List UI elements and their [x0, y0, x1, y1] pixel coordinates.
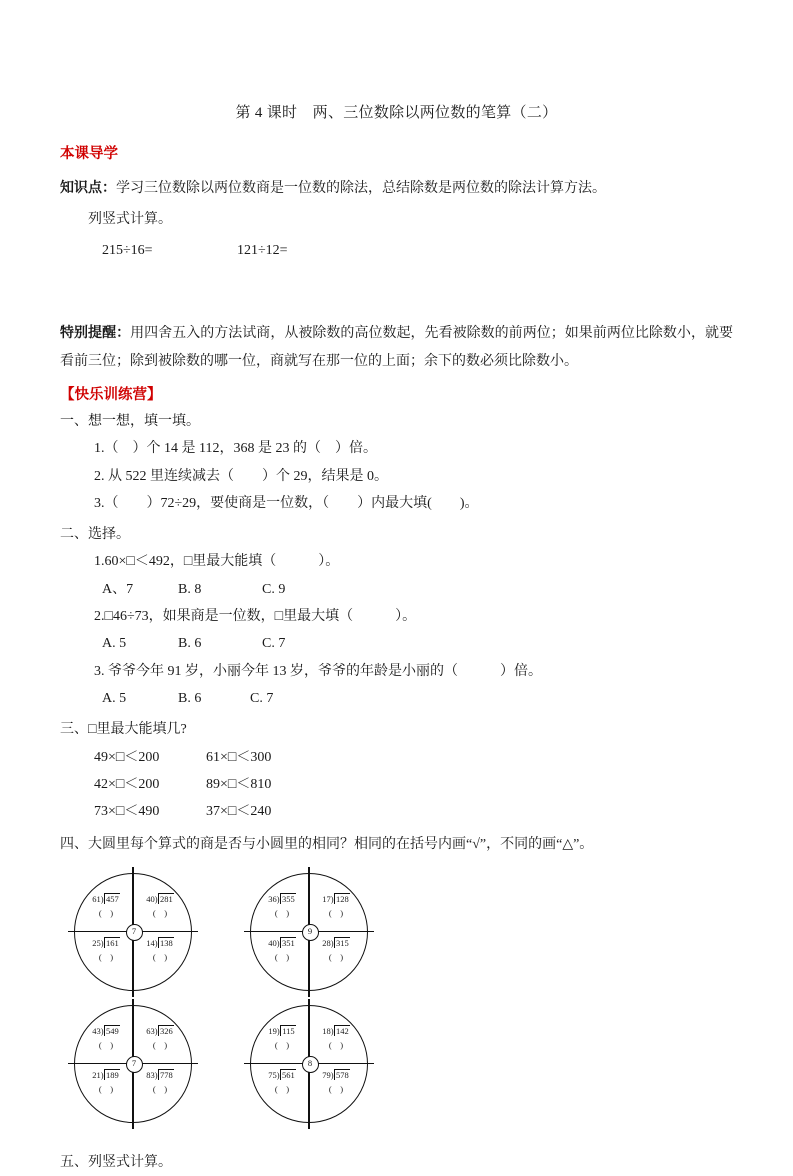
answer-blank[interactable]: ( )	[98, 952, 114, 963]
dividend: 578	[336, 1069, 349, 1080]
guide-instruction: 列竖式计算。	[88, 211, 172, 227]
knowledge-point-text: 学习三位数除以两位数商是一位数的除法，总结除数是两位数的除法计算方法。	[116, 180, 606, 196]
option-a[interactable]: A、7	[102, 581, 134, 597]
option-c[interactable]: C. 9	[262, 581, 286, 597]
quadrant-top-left	[257, 895, 307, 919]
option-a[interactable]: A. 5	[102, 690, 127, 706]
circle-center-value: 8	[302, 1056, 319, 1073]
dividend: 142	[336, 1025, 349, 1036]
section-2-question-1-options	[60, 576, 733, 603]
formula-right: 61×□＜300	[206, 749, 272, 765]
divisor: 17	[322, 893, 331, 904]
circle-diagram-3	[74, 1005, 192, 1123]
division-expression: 18) 142	[322, 1025, 349, 1036]
dividend: 189	[106, 1069, 119, 1080]
section-4-heading: 四、大圆里每个算式的商是否与小圆里的相同？相同的在括号内画“√”，不同的画“△”。	[60, 837, 594, 853]
quadrant-bottom-right	[135, 939, 185, 963]
answer-blank[interactable]: ( )	[152, 952, 168, 963]
divisor: 14	[146, 937, 155, 948]
divisor: 83	[146, 1069, 155, 1080]
divisor: 75	[268, 1069, 277, 1080]
divisor: 40	[146, 893, 155, 904]
quadrant-top-right	[135, 1027, 185, 1051]
section-2-question-3-options	[60, 685, 733, 712]
division-expression: 63) 326	[146, 1025, 173, 1036]
quadrant-top-right	[135, 895, 185, 919]
answer-blank[interactable]: ( )	[274, 908, 290, 919]
division-expression: 40) 281	[146, 893, 173, 904]
quadrant-bottom-left	[257, 1071, 307, 1095]
circle-row	[74, 1005, 733, 1123]
dividend: 355	[282, 893, 295, 904]
section-3-heading: 三、□里最大能填几?	[60, 722, 187, 738]
answer-blank[interactable]: ( )	[152, 1084, 168, 1095]
guide-heading: 本课导学	[60, 145, 118, 162]
division-expression: 36) 355	[268, 893, 295, 904]
quadrant-bottom-right	[135, 1071, 185, 1095]
division-expression: 43) 549	[92, 1025, 119, 1036]
answer-space	[60, 264, 733, 308]
divisor: 36	[268, 893, 277, 904]
dividend: 457	[106, 893, 119, 904]
dividend: 115	[282, 1025, 295, 1036]
section-1-item-1: 1.（ ）个 14 是 112，368 是 23 的（ ）倍。	[94, 441, 377, 457]
division-expression: 25) 161	[92, 937, 119, 948]
division-expression: 83) 778	[146, 1069, 173, 1080]
guide-problem-row	[60, 233, 733, 264]
section-1-item-3: 3.（ ）72÷29，要使商是一位数，（ ）内最大填( )。	[94, 495, 479, 511]
guide-problem-2: 121÷12=	[237, 243, 288, 259]
section-2-question-3-stem: 3. 爷爷今年 91 岁，小丽今年 13 岁，爷爷的年龄是小丽的（ ）倍。	[94, 663, 542, 679]
quadrant-top-left	[257, 1027, 307, 1051]
divisor: 63	[146, 1025, 155, 1036]
division-expression: 28) 315	[322, 937, 349, 948]
section-3-row	[60, 744, 733, 771]
quadrant-bottom-left	[81, 939, 131, 963]
dividend: 549	[106, 1025, 119, 1036]
quadrant-top-right	[311, 1027, 361, 1051]
division-expression: 21) 189	[92, 1069, 119, 1080]
knowledge-point-paragraph	[60, 163, 733, 202]
formula-right: 37×□＜240	[206, 804, 272, 820]
answer-blank[interactable]: ( )	[328, 1084, 344, 1095]
dividend: 561	[282, 1069, 295, 1080]
quadrant-bottom-right	[311, 1071, 361, 1095]
section-5-heading: 五、列竖式计算。	[60, 1154, 172, 1170]
dividend: 281	[160, 893, 173, 904]
dividend: 315	[336, 937, 349, 948]
training-heading: 【快乐训练营】	[60, 386, 162, 403]
section-1-item-2: 2. 从 522 里连续减去（ ）个 29，结果是 0。	[94, 468, 388, 484]
divisor: 79	[322, 1069, 331, 1080]
dividend: 326	[160, 1025, 173, 1036]
option-b[interactable]: B. 8	[178, 581, 202, 597]
section-3-row	[60, 798, 733, 825]
division-expression: 19) 115	[268, 1025, 295, 1036]
division-expression: 75) 561	[268, 1069, 295, 1080]
dividend: 161	[106, 937, 119, 948]
special-tip-label: 特别提醒：	[60, 326, 131, 342]
division-expression: 17) 128	[322, 893, 349, 904]
option-b[interactable]: B. 6	[178, 636, 202, 652]
option-b[interactable]: B. 6	[178, 690, 202, 706]
section-1-heading: 一、想一想，填一填。	[60, 413, 200, 429]
section-2-question-2-stem: 2.□46÷73，如果商是一位数，□里最大填（ ）。	[94, 609, 417, 625]
page-title: 第 4 课时 两、三位数除以两位数的笔算（二）	[235, 105, 558, 121]
option-a[interactable]: A. 5	[102, 636, 127, 652]
circle-diagram-group	[60, 859, 733, 1123]
divisor: 43	[92, 1025, 101, 1036]
quadrant-bottom-left	[257, 939, 307, 963]
answer-blank[interactable]: ( )	[152, 908, 168, 919]
circle-diagram-4	[250, 1005, 368, 1123]
section-2-question-2-options	[60, 630, 733, 657]
divisor: 61	[92, 893, 101, 904]
divisor: 28	[322, 937, 331, 948]
knowledge-point-label: 知识点：	[60, 180, 116, 196]
formula-left: 73×□＜490	[94, 804, 160, 820]
circle-center-value: 7	[126, 1056, 143, 1073]
special-tip-paragraph	[60, 308, 733, 375]
circle-diagram-1	[74, 873, 192, 991]
answer-blank[interactable]: ( )	[152, 1040, 168, 1051]
divisor: 21	[92, 1069, 101, 1080]
answer-blank[interactable]: ( )	[274, 952, 290, 963]
answer-blank[interactable]: ( )	[274, 1040, 290, 1051]
quadrant-bottom-left	[81, 1071, 131, 1095]
divisor: 18	[322, 1025, 331, 1036]
formula-left: 49×□＜200	[94, 749, 160, 765]
division-expression: 61) 457	[92, 893, 119, 904]
formula-left: 42×□＜200	[94, 776, 160, 792]
dividend: 351	[282, 937, 295, 948]
quadrant-top-right	[311, 895, 361, 919]
answer-blank[interactable]: ( )	[328, 1040, 344, 1051]
answer-blank[interactable]: ( )	[328, 952, 344, 963]
quadrant-top-left	[81, 895, 131, 919]
dividend: 138	[160, 937, 173, 948]
answer-blank[interactable]: ( )	[274, 1084, 290, 1095]
option-c[interactable]: C. 7	[250, 690, 274, 706]
quadrant-top-left	[81, 1027, 131, 1051]
circle-row	[74, 873, 733, 991]
division-expression: 79) 578	[322, 1069, 349, 1080]
dividend: 128	[336, 893, 349, 904]
division-expression: 14) 138	[146, 937, 173, 948]
quadrant-bottom-right	[311, 939, 361, 963]
division-expression: 40) 351	[268, 937, 295, 948]
section-2-question-1-stem: 1.60×□＜492，□里最大能填（ ）。	[94, 554, 340, 570]
circle-center-value: 9	[302, 924, 319, 941]
option-c[interactable]: C. 7	[262, 636, 286, 652]
special-tip-text: 用四舍五入的方法试商，从被除数的高位数起，先看被除数的前两位；如果前两位比除数小，就要看前三位；除到被除数的哪一位，商就写在那一位的上面；余下的数必须比除数小。	[60, 326, 734, 369]
answer-blank[interactable]: ( )	[98, 1084, 114, 1095]
circle-diagram-2	[250, 873, 368, 991]
divisor: 25	[92, 937, 101, 948]
circle-center-value: 7	[126, 924, 143, 941]
divisor: 40	[268, 937, 277, 948]
divisor: 19	[268, 1025, 277, 1036]
dividend: 778	[160, 1069, 173, 1080]
formula-right: 89×□＜810	[206, 776, 272, 792]
section-2-heading: 二、选择。	[60, 527, 130, 543]
answer-blank[interactable]: ( )	[98, 908, 114, 919]
section-3-row	[60, 771, 733, 798]
guide-problem-1: 215÷16=	[102, 243, 153, 259]
answer-blank[interactable]: ( )	[98, 1040, 114, 1051]
answer-blank[interactable]: ( )	[328, 908, 344, 919]
